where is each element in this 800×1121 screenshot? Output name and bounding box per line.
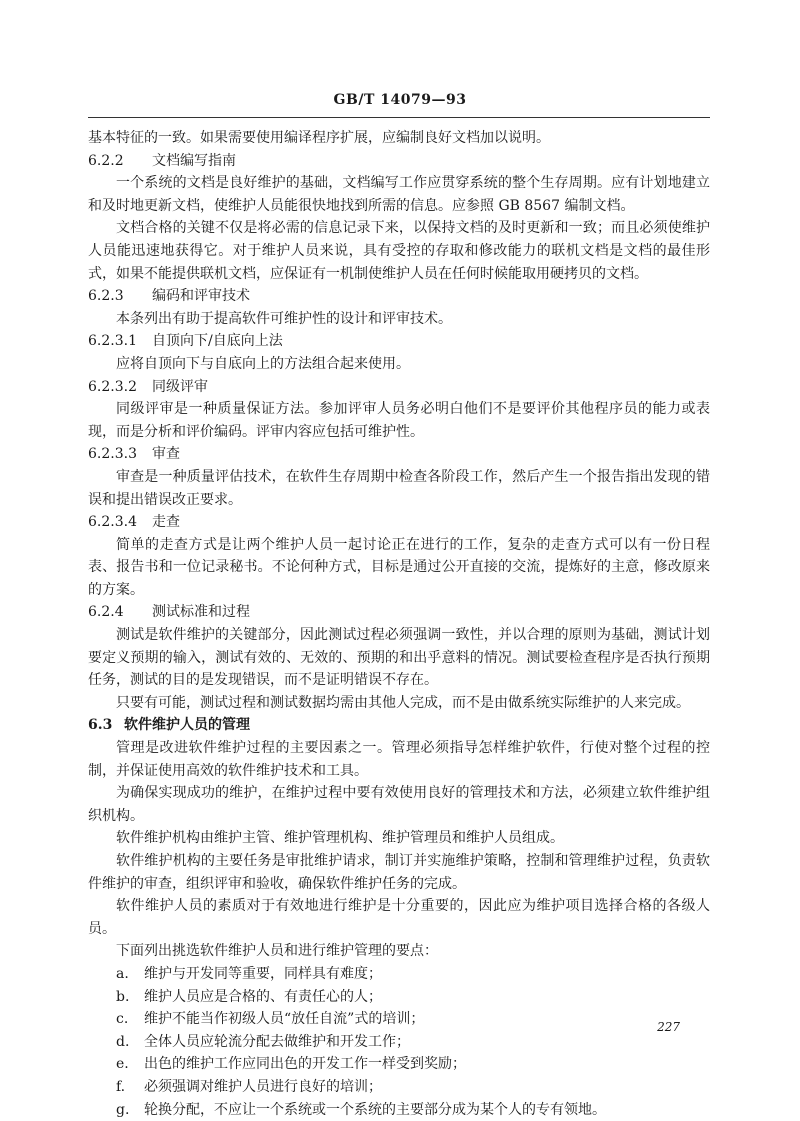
section-heading xyxy=(88,511,710,534)
list-item-text: 必须强调对维护人员进行良好的培训； xyxy=(144,1078,382,1095)
list-item xyxy=(88,1031,710,1054)
section-number: 6.2.3.2 xyxy=(88,378,137,395)
list-marker: d. xyxy=(116,1033,130,1050)
section-title: 自顶向下/自底向上法 xyxy=(152,333,283,350)
paragraph: 软件维护机构的主要任务是审批维护请求，制订并实施维护策略，控制和管理维护过程，负责软件维护的审查，组织评审和验收，确保软件维护任务的完成。 xyxy=(88,853,710,892)
list-marker: e. xyxy=(116,1056,129,1073)
paragraph: 一个系统的文档是良好维护的基础，文档编写工作应贯穿系统的整个生存周期。应有计划地建立和及时地更新文档，使维护人员能很快地找到所需的信息。应参照 GB 8567 编制文档。 xyxy=(88,175,710,214)
standard-number-header: GB/T 14079—93 xyxy=(333,92,467,108)
document-body xyxy=(88,127,710,1121)
section-number: 6.2.3.1 xyxy=(88,333,137,350)
list-item-text: 维护不能当作初级人员“放任自流”式的培训； xyxy=(144,1011,425,1028)
paragraph: 为确保实现成功的维护，在维护过程中要有效使用良好的管理技术和方法，必须建立软件维护组织机构。 xyxy=(88,785,710,824)
section-number: 6.2.3.3 xyxy=(88,446,137,463)
section-title: 走查 xyxy=(152,514,180,531)
paragraph: 同级评审是一种质量保证方法。参加评审人员务必明白他们不是要评价其他程序员的能力或表现，而是分析和评价编码。评审内容应包括可维护性。 xyxy=(88,401,710,440)
paragraph: 本条列出有助于提高软件可维护性的设计和评审技术。 xyxy=(116,310,452,327)
section-title: 测试标准和过程 xyxy=(152,604,250,621)
section-number: 6.2.3 xyxy=(88,288,124,305)
list-item xyxy=(88,1076,710,1099)
list-item xyxy=(88,986,710,1009)
paragraph: 管理是改进软件维护过程的主要因素之一。管理必须指导怎样维护软件，行使对整个过程的控制，并保证使用高效的软件维护技术和工具。 xyxy=(88,740,710,779)
header-rule xyxy=(88,117,710,118)
section-title: 软件维护人员的管理 xyxy=(124,717,250,734)
section-number: 6.2.4 xyxy=(88,604,124,621)
paragraph: 简单的走查方式是让两个维护人员一起讨论正在进行的工作，复杂的走查方式可以有一份日程表、报告书和一位记录秘书。不论何种方式，目标是通过公开直接的交流，提炼好的主意，修改原来的方案。 xyxy=(88,536,710,598)
list-item-text: 维护与开发同等重要，同样具有难度； xyxy=(144,965,382,982)
list-item-text: 维护人员应是合格的、有责任心的人； xyxy=(144,988,382,1005)
paragraph: 测试是软件维护的关键部分，因此测试过程必须强调一致性，并以合理的原则为基础，测试计划要定义预期的输入，测试有效的、无效的、预期的和出乎意料的情况。测试要检查程序是否执行预期任务，测试的目的是发现错误，而不是证明错误不存在。 xyxy=(88,627,710,689)
section-number: 6.3 xyxy=(88,717,113,734)
section-title: 文档编写指南 xyxy=(152,152,236,169)
section-heading xyxy=(88,150,710,173)
section-heading xyxy=(88,714,710,737)
paragraph: 基本特征的一致。如果需要使用编译程序扩展，应编制良好文档加以说明。 xyxy=(88,130,550,146)
paragraph: 文档合格的关键不仅是将必需的信息记录下来，以保持文档的及时更新和一致；而且必须使维护人员能迅速地获得它。对于维护人员来说，具有受控的存取和修改能力的联机文档是文档的最佳形式，如果不能提供联机文档，应保证有一机制使维护人员在任何时候能取用硬拷贝的文档。 xyxy=(88,220,710,282)
paragraph: 只要有可能，测试过程和测试数据均需由其他人完成，而不是由做系统实际维护的人来完成。 xyxy=(116,694,690,711)
section-title: 审查 xyxy=(152,446,180,463)
list-item-text: 全体人员应轮流分配去做维护和开发工作； xyxy=(144,1033,410,1050)
section-heading xyxy=(88,330,710,353)
paragraph: 应将自顶向下与自底向上的方法组合起来使用。 xyxy=(116,355,410,372)
section-heading xyxy=(88,443,710,466)
list-marker: b. xyxy=(116,988,130,1005)
paragraph: 审查是一种质量评估技术，在软件生存周期中检查各阶段工作，然后产生一个报告指出发现的错误和提出错误改正要求。 xyxy=(88,468,710,508)
section-heading xyxy=(88,285,710,308)
section-number: 6.2.2 xyxy=(88,152,124,169)
section-title: 同级评审 xyxy=(152,378,208,395)
page-number: 227 xyxy=(657,1020,680,1034)
list-marker: a. xyxy=(116,965,129,982)
list-item xyxy=(88,1053,710,1076)
list-item xyxy=(88,1099,710,1121)
section-title: 编码和评审技术 xyxy=(152,288,250,305)
section-number: 6.2.3.4 xyxy=(88,514,137,531)
list-item-text: 轮换分配，不应让一个系统或一个系统的主要部分成为某个人的专有领地。 xyxy=(144,1101,606,1118)
paragraph: 软件维护人员的素质对于有效地进行维护是十分重要的，因此应为维护项目选择合格的各级人员。 xyxy=(88,898,710,937)
list-marker: g. xyxy=(116,1101,130,1118)
list-marker: c. xyxy=(116,1011,129,1028)
list-item-text: 出色的维护工作应同出色的开发工作一样受到奖励； xyxy=(144,1056,466,1073)
section-heading xyxy=(88,601,710,624)
list-item xyxy=(88,963,710,986)
paragraph: 软件维护机构由维护主管、维护管理机构、维护管理员和维护人员组成。 xyxy=(116,830,564,847)
paragraph: 下面列出挑选软件维护人员和进行维护管理的要点： xyxy=(116,943,438,960)
section-heading xyxy=(88,376,710,399)
list-marker: f. xyxy=(116,1078,126,1095)
